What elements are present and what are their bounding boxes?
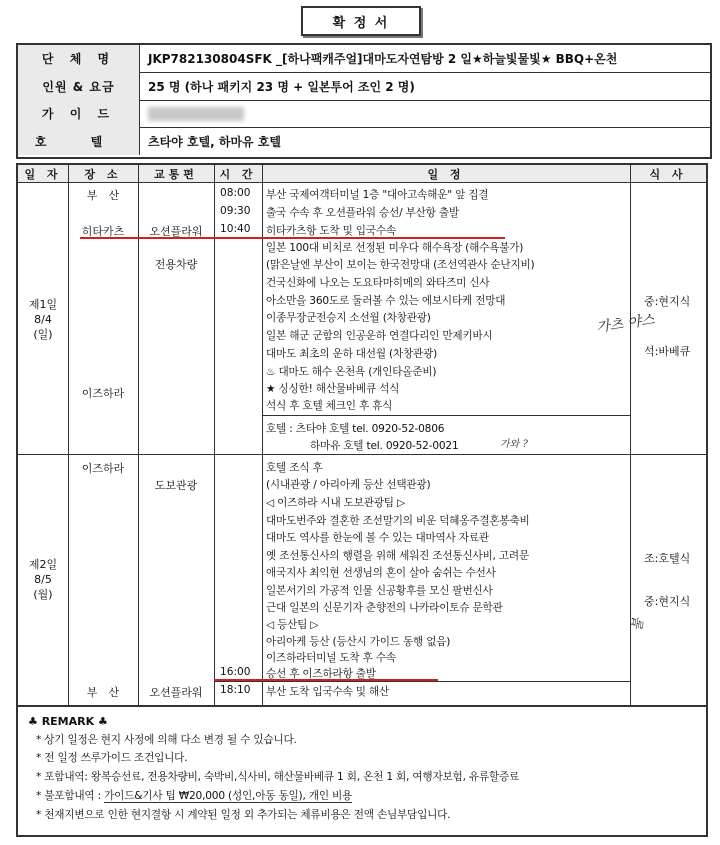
day1-time-2: 09:30: [220, 205, 251, 217]
day1-schedule-line: (맑은날엔 부산이 보이는 한국전망대 (조선역관사 순난지비): [266, 259, 535, 271]
day1-schedule-line: 이종무장군전승지 소선월 (차창관광): [266, 312, 431, 324]
day1-schedule-line: 건국신화에 나오는 도요타마히메의 와타즈미 신사: [266, 277, 490, 289]
col-schedule: 일 정: [262, 165, 630, 182]
day2-time-2: 18:10: [220, 684, 251, 696]
day2-schedule-line: 승선 후 이즈하라항 출발: [266, 668, 376, 680]
handwritten-note: 가츠 야스: [595, 311, 656, 336]
day1-meal-lunch: 중:현지식: [644, 295, 691, 308]
divider: [262, 415, 630, 416]
day1-place-busan: 부 산: [86, 189, 120, 202]
day-divider: [18, 454, 706, 455]
header-row-guide: [18, 100, 710, 128]
people-fee-value: 25 명 (하나 패키지 23 명 + 일본투어 조인 2 명): [148, 79, 415, 94]
day2-place-izuhara: 이즈하라: [81, 462, 125, 475]
day2-meal-breakfast: 조:호텔식: [644, 552, 691, 565]
day2-place-busan: 부 산: [86, 686, 120, 699]
divider: [18, 182, 706, 183]
day2-schedule-line: 일본서기의 가공적 인물 신공황후를 모신 팔번신사: [266, 585, 493, 597]
day2-schedule-line: 옛 조선통신사의 행렬을 위해 세워진 조선통신사비, 고려문: [266, 550, 529, 562]
remark-title: ♣ REMARK ♣: [28, 715, 108, 728]
remark-line: * 상기 일정은 현지 사정에 의해 다소 변경 될 수 있습니다.: [36, 734, 297, 746]
header-row-group-name: [18, 45, 710, 73]
day2-transport-ferry: 오션플라워: [149, 686, 203, 699]
document-title: 확 정 서: [301, 6, 421, 36]
day2-date-weekday: (월): [33, 588, 53, 601]
highlight-underline: [80, 237, 505, 239]
header-row-people: [18, 72, 710, 101]
col-transport: 교통편: [138, 165, 214, 182]
itinerary-table: [16, 163, 708, 707]
day1-date-label: 제1일: [28, 298, 58, 311]
day2-schedule-line: 아리아케 등산 (등산시 가이드 동행 없음): [266, 636, 451, 648]
day2-schedule-line: 근대 일본의 신문기자 춘향전의 나카라이토슈 문학관: [266, 602, 503, 614]
handwritten-note: 가와 ?: [500, 439, 528, 450]
day2-schedule-line: ◁ 이즈하라 시내 도보관광팀 ▷: [266, 497, 405, 509]
day2-schedule-line: 이즈하라터미널 도착 후 수속: [266, 652, 396, 664]
day2-schedule-line: 애국지사 최익현 선생님의 혼이 살아 숨쉬는 수선사: [266, 567, 496, 579]
col-time: 시 간: [214, 165, 262, 182]
group-name-value: JKP782130804SFK _[하나팩캐주얼]대마도자연탐방 2 일★하늘빛물빛★ BBQ+온천: [148, 52, 618, 66]
day1-place-izuhara: 이즈하라: [81, 387, 125, 400]
remark-box: [16, 707, 708, 837]
highlight-underline: [214, 679, 438, 681]
day1-date: [18, 297, 68, 342]
day1-schedule-line: 출국 수속 후 오션플라워 승선/ 부산항 출발: [266, 207, 459, 219]
remark-line: * 전 일정 쓰루가이드 조건입니다.: [36, 752, 188, 764]
guide-value: [140, 100, 710, 127]
day1-date-day: 8/4: [34, 313, 52, 326]
day1-hotel-line: 호텔 : 츠타야 호텔 tel. 0920-52-0806: [266, 423, 445, 435]
excluded-label: * 불포함내역 :: [36, 790, 105, 802]
day2-date-label: 제2일: [28, 558, 58, 571]
day1-transport-ferry: 오션플라워: [149, 225, 203, 238]
day1-schedule-line: ★ 싱싱한! 해산물바베큐 석식: [266, 383, 400, 395]
day1-date-weekday: (일): [33, 328, 53, 341]
divider: [68, 165, 69, 705]
day1-place-hitakatsu: 히타카츠: [81, 225, 125, 238]
day1-schedule-line: 부산 국제여객터미널 1층 "대아고속해운" 앞 집결: [266, 189, 489, 201]
header-label: 호 텔: [18, 127, 140, 155]
day2-transport-walk: 도보관광: [154, 479, 198, 492]
day1-schedule-line: ♨ 대마도 해수 온천욕 (개인타올준비): [266, 366, 437, 378]
day1-schedule-line: 대마도 최초의 운하 대선월 (차창관광): [266, 348, 438, 360]
header-label: 가 이 드: [18, 100, 140, 127]
day1-schedule-line: 석식 후 호텔 체크인 후 휴식: [266, 400, 393, 412]
day1-transport-bus: 전용차량: [154, 258, 198, 271]
col-place: 장 소: [68, 165, 138, 182]
header-label: 단 체 명: [18, 45, 140, 72]
day1-schedule-line: 일본 해군 군함의 인공운하 연결다리인 만제키바시: [266, 330, 493, 342]
header-label: 인원 & 요금: [18, 72, 140, 100]
excluded-value: 가이드&기사 팁 ₩20,000 (성인,아동 동일), 개인 비용: [104, 790, 353, 802]
day2-schedule-line: 대마도 역사를 한눈에 볼 수 있는 대마역사 자료관: [266, 532, 489, 544]
day2-schedule-line: ◁ 등산팀 ▷: [266, 619, 319, 631]
header-row-hotel: [18, 127, 710, 155]
day1-meal-dinner: 석:바베큐: [644, 345, 691, 358]
day1-time-1: 08:00: [220, 187, 251, 199]
day1-time-3: 10:40: [220, 223, 251, 235]
day2-meal-lunch: 중:현지식: [644, 595, 691, 608]
day2-date-day: 8/5: [34, 573, 52, 586]
day2-schedule-line: 부산 도착 입국수속 및 해산: [266, 686, 390, 698]
hotel-value: 츠타야 호텔, 하마유 호텔: [148, 134, 282, 149]
remark-line-excluded: [36, 788, 352, 803]
day2-date: [18, 557, 68, 602]
day2-schedule-line: 대마도번주와 결혼한 조선말기의 비운 덕혜옹주결혼봉축비: [266, 515, 530, 527]
remark-line: * 포함내역: 왕복승선료, 전용차량비, 숙박비,식사비, 해산물바베큐 1 회, 온천 1 회, 여행자보험, 유류할증료: [36, 771, 520, 783]
header-info-box: [16, 43, 712, 159]
divider: [138, 165, 139, 705]
col-meal: 식 사: [630, 165, 706, 182]
redacted-guide: [148, 107, 244, 121]
divider: [214, 681, 630, 682]
col-date: 일 자: [18, 165, 68, 182]
day2-time-1: 16:00: [220, 666, 251, 678]
divider: [214, 165, 215, 705]
day2-schedule-line: (시내관광 / 아리아케 등산 선택관광): [266, 479, 431, 491]
remark-line: * 천재지변으로 인한 현지결항 시 계약된 일정 외 추가되는 체류비용은 전액 손님부담입니다.: [36, 809, 451, 821]
handwritten-note: 불: [629, 617, 647, 633]
day1-schedule-line: 히타카츠항 도착 및 입국수속: [266, 225, 396, 237]
day2-schedule-line: 호텔 조식 후: [266, 462, 323, 474]
day1-schedule-line: 아소만을 360도로 둘러볼 수 있는 에보시타케 전망대: [266, 295, 506, 307]
day1-schedule-line: 일본 100대 비치로 선정된 미우다 해수욕장 (해수욕불가): [266, 242, 524, 254]
day1-hotel-line: 하마유 호텔 tel. 0920-52-0021: [310, 440, 459, 452]
divider: [262, 165, 263, 705]
